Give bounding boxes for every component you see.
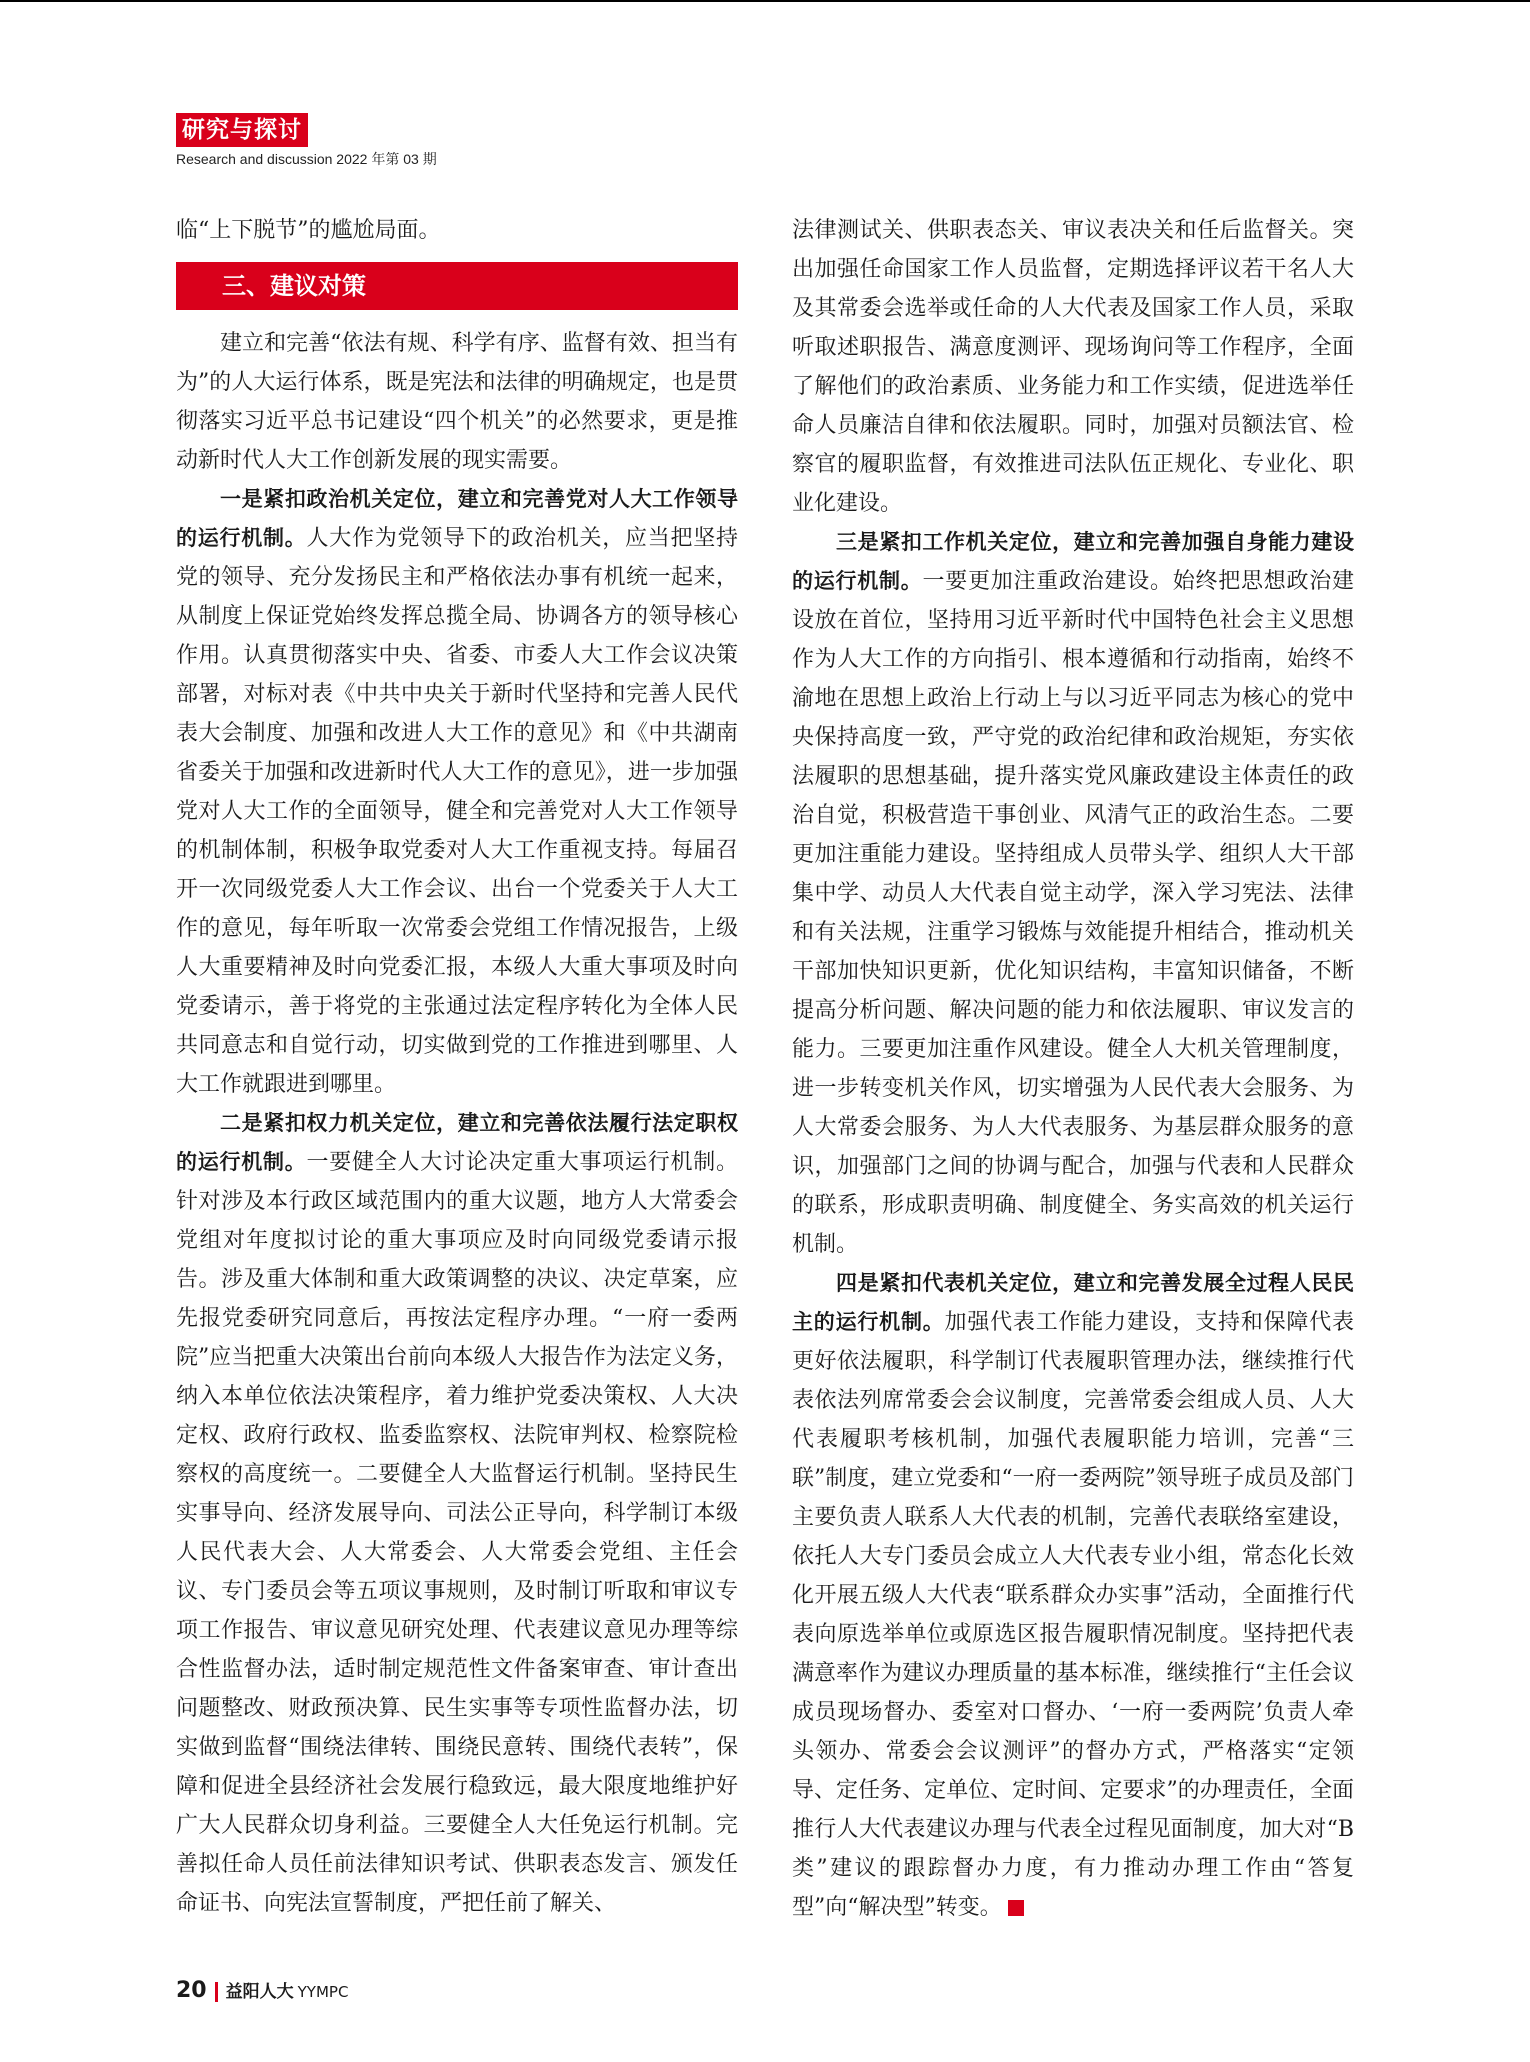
paragraph xyxy=(792,1264,1354,1927)
paragraph-body: 一要健全人大讨论决定重大事项运行机制。针对涉及本行政区域范围内的重大议题，地方人大常委会党组对年度拟讨论的重大事项应及时向同级党委请示报告。涉及重大体制和重大政策调整的决议、决定草案，应先报党委研究同意后，再按法定程序办理。“一府一委两院”应当把重大决策出台前向本级人大报告作为法定义务，纳入本单位依法决策程序，着力维护党委决策权、人大决定权、政府行政权、监委监察权、法院审判权、检察院检察权的高度统一。二要健全人大监督运行机制。坚持民生实事导向、经济发展导向、司法公正导向，科学制订本级人民代表大会、人大常委会、人大常委会党组、主任会议、专门委员会等五项议事规则，及时制订听取和审议专项工作报告、审议意见研究处理、代表建议意见办理等综合性监督办法，适时制定规范性文件备案审查、审计查出问题整改、财政预决算、民生实事等专项性监督办法，切实做到监督“围绕法律转、围绕民意转、围绕代表转”，保障和促进全县经济社会发展行稳致远，最大限度地维护好广大人民群众切身利益。三要健全人大任免运行机制。完善拟任命人员任前法律知识考试、供职表态发言、颁发任命证书、向宪法宣誓制度，严把任前了解关、 xyxy=(176,1150,738,1916)
paragraph-lead: 二是紧扣权力机关定位，建立和完善依法履行法定职权的运行机制。 xyxy=(176,1111,738,1174)
paragraph-body: 人大作为党领导下的政治机关，应当把坚持党的领导、充分发扬民主和严格依法办事有机统一起来，从制度上保证党始终发挥总揽全局、协调各方的领导核心作用。认真贯彻落实中央、省委、市委人大工作会议决策部署，对标对表《中共中央关于新时代坚持和完善人民代表大会制度、加强和改进人大工作的意见》和《中共湖南省委关于加强和改进新时代人大工作的意见》，进一步加强党对人大工作的全面领导，健全和完善党对人大工作领导的机制体制，积极争取党委对人大工作重视支持。每届召开一次同级党委人大工作会议、出台一个党委关于人大工作的意见，每年听取一次常委会党组工作情况报告，上级人大重要精神及时向党委汇报，本级人大重大事项及时向党委请示，善于将党的主张通过法定程序转化为全体人民共同意志和自觉行动，切实做到党的工作推进到哪里、人大工作就跟进到哪里。 xyxy=(176,526,738,1097)
top-rule xyxy=(0,0,1530,2)
left-column xyxy=(176,211,738,1923)
paragraph: 法律测试关、供职表态关、审议表决关和任后监督关。突出加强任命国家工作人员监督，定期选择评议若干名人大及其常委会选举或任命的人大代表及国家工作人员，采取听取述职报告、满意度测评、现场询问等工作程序，全面了解他们的政治素质、业务能力和工作实绩，促进选举任命人员廉洁自律和依法履职。同时，加强对员额法官、检察官的履职监督，有效推进司法队伍正规化、专业化、职业化建设。 xyxy=(792,218,1354,516)
paragraph-lead: 三是紧扣工作机关定位，建立和完善加强自身能力建设的运行机制。 xyxy=(792,530,1354,593)
paragraph-lead: 四是紧扣代表机关定位，建立和完善发展全过程人民民主的运行机制。 xyxy=(792,1271,1354,1334)
paragraph xyxy=(792,523,1354,1264)
paragraph-lead: 一是紧扣政治机关定位，建立和完善党对人大工作领导的运行机制。 xyxy=(176,487,738,550)
issue-line: Research and discussion 2022 年第 03 期 xyxy=(176,151,437,167)
intro-text: 临“上下脱节”的尴尬局面。 xyxy=(176,218,441,243)
magazine-name-en: YYMPC xyxy=(297,1983,349,2001)
right-column xyxy=(792,211,1354,1927)
page-footer xyxy=(176,1979,348,2004)
paragraph xyxy=(176,480,738,1104)
page-number: 20 xyxy=(176,1978,207,2003)
paragraph: 建立和完善“依法有规、科学有序、监督有效、担当有为”的人大运行体系，既是宪法和法律的明确规定，也是贯彻落实习近平总书记建设“四个机关”的必然要求，更是推动新时代人大工作创新发展的现实需要。 xyxy=(176,331,738,473)
paragraph-body: 加强代表工作能力建设，支持和保障代表更好依法履职，科学制订代表履职管理办法，继续推行代表依法列席常委会会议制度，完善常委会组成人员、人大代表履职考核机制，加强代表履职能力培训，完善“三联”制度，建立党委和“一府一委两院”领导班子成员及部门主要负责人联系人大代表的机制，完善代表联络室建设，依托人大专门委员会成立人大代表专业小组，常态化长效化开展五级人大代表“联系群众办实事”活动，全面推行代表向原选举单位或原选区报告履职情况制度。坚持把代表满意率作为建议办理质量的基本标准，继续推行“主任会议成员现场督办、委室对口督办、‘一府一委两院’负责人牵头领办、常委会会议测评”的督办方式，严格落实“定领导、定任务、定单位、定时间、定要求”的办理责任，全面推行人大代表建议办理与代表全过程见面制度，加大对“B类”建议的跟踪督办力度，有力推动办理工作由“答复型”向“解决型”转变。 xyxy=(792,1310,1354,1920)
footer-divider xyxy=(215,1982,218,2002)
paragraph-body: 一要更加注重政治建设。始终把思想政治建设放在首位，坚持用习近平新时代中国特色社会主义思想作为人大工作的方向指引、根本遵循和行动指南，始终不渝地在思想上政治上行动上与以习近平同志为核心的党中央保持高度一致，严守党的政治纪律和政治规矩，夯实依法履职的思想基础，提升落实党风廉政建设主体责任的政治自觉，积极营造干事创业、风清气正的政治生态。二要更加注重能力建设。坚持组成人员带头学、组织人大干部集中学、动员人大代表自觉主动学，深入学习宪法、法律和有关法规，注重学习锻炼与效能提升相结合，推动机关干部加快知识更新，优化知识结构，丰富知识储备，不断提高分析问题、解决问题的能力和依法履职、审议发言的能力。三要更加注重作风建设。健全人大机关管理制度，进一步转变机关作风，切实增强为人民代表大会服务、为人大常委会服务、为人大代表服务、为基层群众服务的意识，加强部门之间的协调与配合，加强与代表和人民群众的联系，形成职责明确、制度健全、务实高效的机关运行机制。 xyxy=(792,569,1354,1257)
end-mark-icon xyxy=(1008,1900,1024,1916)
paragraph xyxy=(176,1104,738,1923)
magazine-name: 益阳人大 xyxy=(225,1982,294,2002)
section-heading: 三、建议对策 xyxy=(176,262,738,310)
section-tag: 研究与探讨 xyxy=(176,113,308,147)
